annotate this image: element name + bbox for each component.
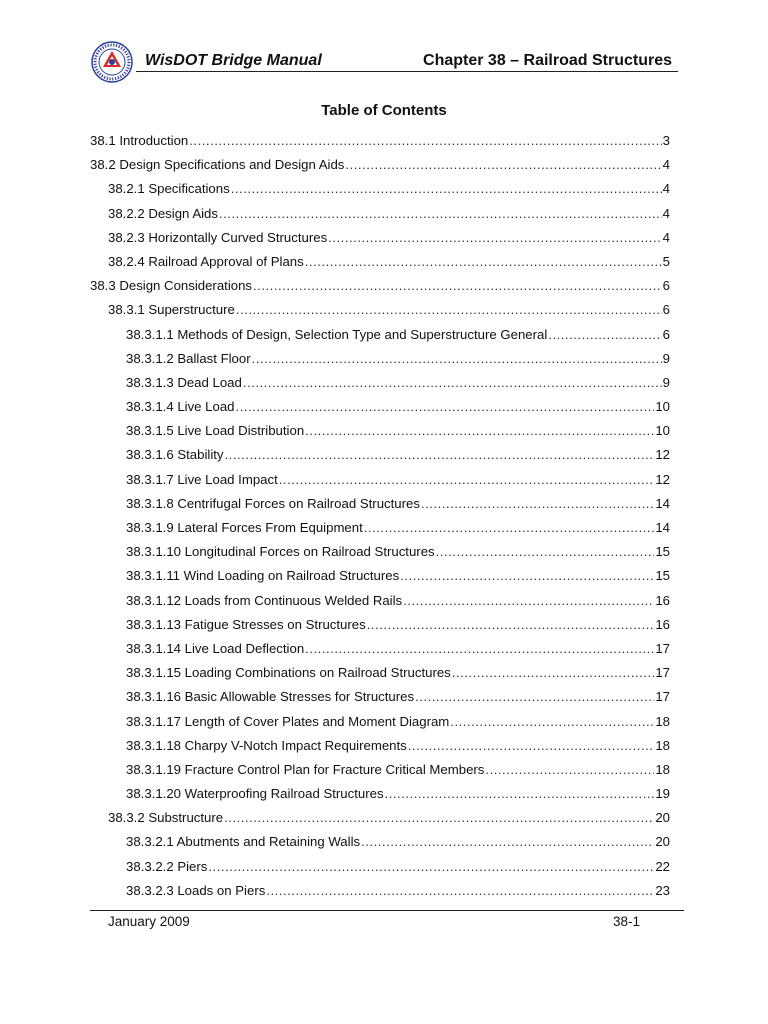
- toc-entry-label: 38.3.1.16 Basic Allowable Stresses for Structures: [126, 689, 415, 705]
- toc-entry-label: 38.2.2 Design Aids: [108, 205, 218, 221]
- toc-entry-label: 38.3 Design Considerations: [90, 278, 253, 294]
- toc-entry-label: 38.1 Introduction: [90, 133, 189, 148]
- toc-dot-leader: [243, 375, 662, 390]
- toc-entry[interactable]: [90, 399, 670, 423]
- toc-dot-leader: [408, 738, 655, 753]
- toc-entry-page: 18: [655, 737, 670, 753]
- toc-dot-leader: [252, 351, 662, 366]
- toc-entry-label: 38.3.1.8 Centrifugal Forces on Railroad Structures: [126, 495, 420, 511]
- toc-entry-label: 38.3.1.10 Longitudinal Forces on Railroad Structures: [126, 544, 435, 560]
- page-title: Table of Contents: [321, 102, 447, 119]
- toc-entry-page: 17: [655, 665, 670, 681]
- toc-entry[interactable]: [90, 738, 670, 762]
- toc-entry-page: 22: [655, 858, 670, 874]
- toc-entry[interactable]: [90, 810, 670, 834]
- toc-entry-label: 38.3.2.3 Loads on Piers: [126, 882, 266, 898]
- toc-entry[interactable]: [90, 834, 670, 858]
- toc-entry[interactable]: [90, 327, 670, 351]
- toc-entry-page: 17: [655, 689, 670, 705]
- toc-entry-page: 4: [662, 157, 670, 173]
- toc-dot-leader: [367, 617, 655, 632]
- toc-entry[interactable]: [90, 133, 670, 157]
- toc-entry-page: 15: [655, 568, 670, 584]
- toc-dot-leader: [305, 641, 654, 656]
- toc-entry-label: 38.3.1.15 Loading Combinations on Railroad Structures: [126, 665, 451, 681]
- toc-entry[interactable]: [90, 423, 670, 447]
- toc-entry-label: 38.2 Design Specifications and Design Aids: [90, 157, 345, 173]
- toc-entry[interactable]: [90, 617, 670, 641]
- toc-entry[interactable]: [90, 278, 670, 302]
- toc-entry[interactable]: [90, 714, 670, 738]
- toc-dot-leader: [231, 181, 662, 196]
- toc-entry-label: 38.2.1 Specifications: [108, 181, 230, 197]
- toc-entry-page: 5: [662, 253, 670, 269]
- toc-dot-leader: [189, 133, 661, 148]
- toc-entry[interactable]: [90, 641, 670, 665]
- footer-divider: [90, 910, 684, 911]
- toc-entry[interactable]: [90, 786, 670, 810]
- toc-entry[interactable]: [90, 351, 670, 375]
- toc-dot-leader: [421, 496, 654, 511]
- toc-dot-leader: [485, 762, 654, 777]
- toc-entry-page: 6: [662, 278, 670, 294]
- toc-entry[interactable]: [90, 593, 670, 617]
- page-header: [90, 40, 678, 80]
- toc-dot-leader: [403, 593, 654, 608]
- toc-entry[interactable]: [90, 302, 670, 326]
- wisdot-logo-icon: [90, 40, 134, 84]
- page-number: 38-1: [613, 914, 641, 929]
- toc-dot-leader: [450, 714, 654, 729]
- toc-entry[interactable]: [90, 544, 670, 568]
- toc-entry-label: 38.3.1.4 Live Load: [126, 399, 235, 415]
- toc-entry[interactable]: [90, 520, 670, 544]
- footer-date: January 2009: [108, 914, 190, 929]
- toc-entry-page: 4: [662, 205, 670, 221]
- toc-dot-leader: [208, 859, 654, 874]
- toc-entry-label: 38.3.1.12 Loads from Continuous Welded Rails: [126, 592, 403, 608]
- toc-entry-page: 18: [655, 713, 670, 729]
- toc-entry-page: 18: [655, 761, 670, 777]
- chapter-title: Chapter 38 – Railroad Structures: [423, 52, 672, 69]
- toc-entry-label: 38.3.1.1 Methods of Design, Selection Type and Superstructure General: [126, 326, 548, 342]
- toc-entry-page: 6: [662, 326, 670, 342]
- toc-entry-page: 19: [655, 786, 670, 802]
- toc-entry-page: 12: [655, 447, 670, 463]
- toc-entry[interactable]: [90, 665, 670, 689]
- toc-dot-leader: [415, 689, 654, 704]
- toc-entry-label: 38.3.1.2 Ballast Floor: [126, 350, 251, 366]
- toc-dot-leader: [400, 568, 654, 583]
- toc-dot-leader: [385, 786, 655, 801]
- toc-entry-label: 38.3.1.5 Live Load Distribution: [126, 423, 305, 439]
- toc-entry-label: 38.3.1.14 Live Load Deflection: [126, 640, 305, 656]
- toc-dot-leader: [236, 302, 662, 317]
- toc-entry-label: 38.3.1.18 Charpy V-Notch Impact Requirements: [126, 737, 407, 753]
- toc-entry-page: 6: [662, 302, 670, 318]
- toc-entry[interactable]: [90, 206, 670, 230]
- toc-entry-label: 38.3.1.9 Lateral Forces From Equipment: [126, 520, 363, 535]
- toc-entry[interactable]: [90, 230, 670, 254]
- toc-entry-label: 38.3.1 Superstructure: [108, 302, 235, 318]
- toc-entry-page: 17: [655, 640, 670, 656]
- toc-entry[interactable]: [90, 254, 670, 278]
- toc-entry[interactable]: [90, 883, 670, 907]
- toc-entry-label: 38.3.1.6 Stability: [126, 447, 224, 463]
- toc-entry[interactable]: [90, 689, 670, 713]
- toc-dot-leader: [219, 206, 662, 221]
- toc-dot-leader: [224, 810, 654, 825]
- toc-dot-leader: [236, 399, 655, 414]
- toc-entry[interactable]: [90, 472, 670, 496]
- toc-entry-label: 38.3.2 Substructure: [108, 810, 224, 826]
- toc-entry[interactable]: [90, 762, 670, 786]
- toc-entry[interactable]: [90, 375, 670, 399]
- toc-dot-leader: [345, 157, 661, 172]
- toc-dot-leader: [452, 665, 655, 680]
- toc-dot-leader: [364, 520, 655, 535]
- toc-entry-page: 14: [655, 495, 670, 511]
- toc-entry-page: 9: [662, 374, 670, 390]
- toc-entry-page: 10: [655, 423, 670, 439]
- toc-dot-leader: [253, 278, 662, 293]
- toc-entry-label: 38.3.1.3 Dead Load: [126, 374, 242, 390]
- toc-dot-leader: [328, 230, 661, 245]
- toc-entry-page: 15: [655, 544, 670, 560]
- toc-entry-page: 23: [655, 882, 670, 898]
- toc-dot-leader: [305, 423, 654, 438]
- toc-dot-leader: [361, 834, 654, 849]
- header-divider: [136, 71, 678, 72]
- toc-entry-label: 38.3.2.1 Abutments and Retaining Walls: [126, 834, 361, 850]
- toc-entry-page: 10: [655, 399, 670, 415]
- toc-dot-leader: [225, 447, 655, 462]
- toc-dot-leader: [279, 472, 655, 487]
- toc-entry-page: 14: [655, 520, 670, 535]
- toc-dot-leader: [436, 544, 655, 559]
- manual-title: WisDOT Bridge Manual: [145, 52, 322, 69]
- toc-entry-label: 38.3.1.11 Wind Loading on Railroad Structures: [126, 568, 400, 584]
- toc-dot-leader: [266, 883, 654, 898]
- toc-dot-leader: [548, 327, 661, 342]
- toc-dot-leader: [305, 254, 662, 269]
- toc-entry-label: 38.3.1.19 Fracture Control Plan for Fracture Critical Members: [126, 761, 485, 777]
- toc-entry-label: 38.2.4 Railroad Approval of Plans: [108, 253, 304, 269]
- toc-entry-page: 12: [655, 471, 670, 487]
- toc-entry[interactable]: [90, 859, 670, 883]
- toc-entry[interactable]: [90, 181, 670, 205]
- toc-entry-page: 20: [655, 834, 670, 850]
- toc-entry[interactable]: [90, 496, 670, 520]
- toc-entry[interactable]: [90, 568, 670, 592]
- toc-entry-page: 16: [655, 592, 670, 608]
- table-of-contents: [90, 133, 670, 907]
- toc-entry-page: 16: [655, 616, 670, 632]
- toc-entry-label: 38.3.1.7 Live Load Impact: [126, 471, 278, 487]
- toc-entry-label: 38.2.3 Horizontally Curved Structures: [108, 229, 328, 245]
- toc-entry-page: 4: [662, 181, 670, 197]
- toc-entry-page: 20: [655, 810, 670, 826]
- toc-entry-label: 38.3.2.2 Piers: [126, 858, 208, 874]
- toc-entry-page: 4: [662, 229, 670, 245]
- toc-entry[interactable]: [90, 447, 670, 471]
- toc-entry-page: 9: [662, 350, 670, 366]
- toc-entry-page: 3: [662, 133, 670, 148]
- toc-entry-label: 38.3.1.17 Length of Cover Plates and Moment Diagram: [126, 713, 450, 729]
- toc-entry-label: 38.3.1.20 Waterproofing Railroad Structures: [126, 786, 384, 802]
- toc-entry-label: 38.3.1.13 Fatigue Stresses on Structures: [126, 616, 366, 632]
- toc-entry[interactable]: [90, 157, 670, 181]
